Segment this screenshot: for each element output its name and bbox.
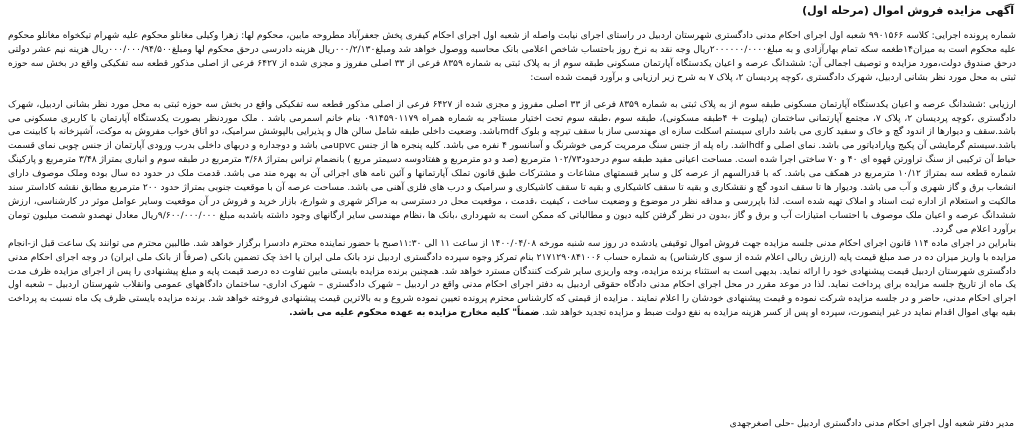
notice-title: آگهی مزایده فروش اموال (مرحله اول) [802,4,1014,17]
auction-terms-paragraph [8,237,1016,320]
signature-line: مدیر دفتر شعبه اول اجرای احکام مدنی دادگستری اردبیل -حلی اصغرجهدی [729,418,1014,429]
auction-terms-text: بنابراین در اجرای ماده ۱۱۴ قانون اجرای احکام مدنی جلسه مزایده جهت فروش اموال توقیفی یادشده در روز سه شنبه مورخه ۱۴۰۰/۰۴/۰۸ از ساعت ۱۱ الی ۱۱:۳۰صبح با حضور نماینده محترم دادسرا برگزار خواهد شد. طالبین محترم می توانند یک ساعت قبل از-انجام مزایده با واریز میزان ده در صد مبلغ قیمت پایه (ارزش ریالی اعلام شده از سوی کارشناس) به شماره حساب ۲۱۷۱۲۹۰۸۴۱۰۰۶ بنام تمرکز وجوه سپرده دادگستری اردبیل نزد بانک ملی ایران یا اخذ چک تضمین بانکی (صرفاً از بانک ملی ایران) در وجه اجرای احکام مدنی دادگستری شهرستان اردبیل قیمت پیشنهادی خود را ارائه نماید. بدیهی است به استثناء برنده مزایده، وجه واریزی سایر شرکت کنندگان مسترد خواهد شد. همچنین برنده مزایده بایستی مابین تفاوت ده درصد قیمت پایه و مبلغ پیشنهادی را پس از اجرای مزایده ظرف مدت یک ماه از تاریخ جلسه مزایده برای پرداخت نماید. لذا در موعد مقرر در محل اجرای احکام مدنی دادگاه حقوقی اردبیل به دفتر اجرای احکام مدنی واقع در اردبیل – شهرک دادگستری – شهرک اداری- ساختمان دادگاههای عمومی وانقلاب شهرستان اردبیل – شعبه اول اجرای احکام مدنی، حاضر و در جلسه مزایده شرکت نموده و قیمت پیشنهادی خودشان را اعلام نمایند . مزایده از قیمتی که کارشناس محترم پرونده تعیین نموده شروع و به بالاترین قیمت پیشنهادی فروخته خواهد شد. برنده مزایده بایستی ظرف یک ماه نسبت به پرداخت بقیه بهای اموال اقدام نماید در غیر اینصورت، سپرده او پس از کسر هزینه مزایده به نفع دولت ضبط و مزایده تجدید خواهد شد. [8,237,1016,319]
expenses-note: ضمناً" کلیه مخارج مزایده به عهده محکوم علیه می باشد. [289,307,540,319]
case-details-paragraph: شماره پرونده اجرایی: کلاسه ۹۹۰۱۵۶۶ شعبه اول اجرای احکام مدنی دادگستری شهرستان اردبیل در راستای اجرای نیابت واصله از شعبه اول اجرای احکام کیفری پخش جعفرآباد مطروحه مابین، محکوم لها: زهرا وکیلی مغانلو محکوم علیه شهرام تیکخواه مغانلو محکوم علیه محکوم است به میزان۱۴طغمه سکه تمام بهارآزادی و به مبلغ۲۰۰۰۰۰۰/۰۰۰۰ریال وجه نقد به نرخ روز باحتساب شاخص اعلامی بانک محاسبه ووصول خواهد شد ومبلغ۰۰۰/۲/۱۳۰ریال هزینه دادرسی درحق محکوم لها ومبلغ۰۰۰/۰۰۰/۹۴/۵۰۰ریال هزینه نیم عشر دولتی درحق صندوق دولت،مورد مزایده و توصیف اجمالی آن: ششدانگ عرصه و اعیان یکدستگاه آپارتمان مسکونی طبقه سوم از به پلاک ثبتی به شماره ۸۳۵۹ فرعی از ۳۳ اصلی مفروز و مجزی شده از ۶۴۲۷ فرعی از اصلی مذکور قطعه سه تفکیکی واقع در بخش سه حوزه ثبتی به محل مورد نظر بشانی اردبیل، شهرک دادگستری ،کوچه پردیسان ۲، پلاک ۷ به شرح زیر ارزیابی و برآورد قیمت شده است: [8,30,1017,83]
appraisal-paragraph: ارزیابی :ششدانگ عرصه و اعیان یکدستگاه آپارتمان مسکونی طبقه سوم از به پلاک ثبتی به شماره ۸۳۵۹ فرعی از ۳۳ اصلی مفروز و مجزی شده از ۶۴۲۷ فرعی از اصلی مذکور قطعه سه تفکیکی واقع در بخش سه حوزه ثبتی به محل مورد نظر بشانی اردبیل، شهرک دادگستری ،کوچه پردیسان ۲، پلاک ۷، مجتمع آپارتمانی ساختمان (پیلوت + ۴طبقه مسکونی)، طبقه سوم ،طبقه سوم تحت اختیار مستاجر به شماره همراه ۰۹۱۴۵۹۰۱۱۷۹ بنام خانم اسمرمی باشد . ملک موردنظر بصورت یکدستگاه آپارتمان با کاربری مسکونی می باشد.سقف و دیوارها از اندود گچ و خاک و سفید کاری می باشد دارای سیستم اسکلت سازه ای مهندسی ساز با سقف تیرچه و بلوک mdfباشد. وضعیت داخلی طبقه شامل سالن هال و پذیرایی بالپوشش سرامیک، دو اتاق خواب مفروش به موکت، آشپزخانه با کابینت می باشد.سیستم گرمایشی آن پکیج وپارادیاتور می باشد. نمای اصلی و hdfاشد. راه پله از جنس سنگ مرمریت کرمی خوشرنگ و آسانسور ۴ نفره می باشد. کلیه پنجره ها از جنس upvcمی باشد و دوجداره و دربهای داخلی بدرب ورودی آپارتمان از جنس چوبی نمای قسمت حیاط آن ترکیبی از سنگ تراورتن قهوه ای ۴۰ و ۷۰ ساختی اجرا شده است. مساحت اعیانی مفید طبقه سوم درحدود۱۰۲/۷۳ مترمربع (صد و دو مترمربع و هفتادوسه دسیمتر مربع ) بانضمام تراس بمتراژ ۳/۶۸ مترمربع در طبقه سوم و انباری بمتراژ ۳/۴۸ مترمربع و پارکینگ شماره قطعه سه بمتراژ ۱۰/۱۲ مترمربع در همکف می باشد. که با قدرالسهم از عرصه کل و سایر قسمتهای مشاعات و مشترکات طبق قانون تملک آپارتمانها و آئین نامه های اجرائی آن به بهره مند می باشد. قدمت ملک در حدود ده سال بوده وملک موصوف دارای انشعاب برق و گاز شهری و آب می باشد. ودیوار ها تا سقف اندود گچ و نقشکاری و بقیه تا سقف کاشیکاری و بقیه تا سقف کاشیکاری و سرامیک و درب های فلزی آهنی می باشد. مساحت عرصه آن با موقعیت جنوبی بمتراژ حدود ۲۰۰ مترمربع مطابق نقشه کاداستر سند مالکیت و استعلام از اداره ثبت اسناد و املاک تهیه شده است. لذا باپررسی و مداقه نظر در موضوع و وضعیت ساخت ، کیفیت ،قدمت ، موقعیت محل در دسترسی به مراکز شهری و شوارع، بازار خرید و فروش در آن موقعیت وسایر عوامل موثر در کارشناسی، ارزش ششدانگ عرصه و اعیان ملک موصوف با احتساب امتیازات آب و برق و گاز ،بدون در نظر گرفتن کلیه دیون و مطالباتی که ممکن است به شهرداری ،بانک ها ،نظام مهندسی سایر ارگانهای وجود داشته باشدبه مبلغ ۹/۶۰۰/۰۰۰/۰۰۰ریال معادل نهصدو شصت میلیون تومان برآورد اعلام می گردد. [8,98,1016,235]
auction-notice [8,4,1016,444]
